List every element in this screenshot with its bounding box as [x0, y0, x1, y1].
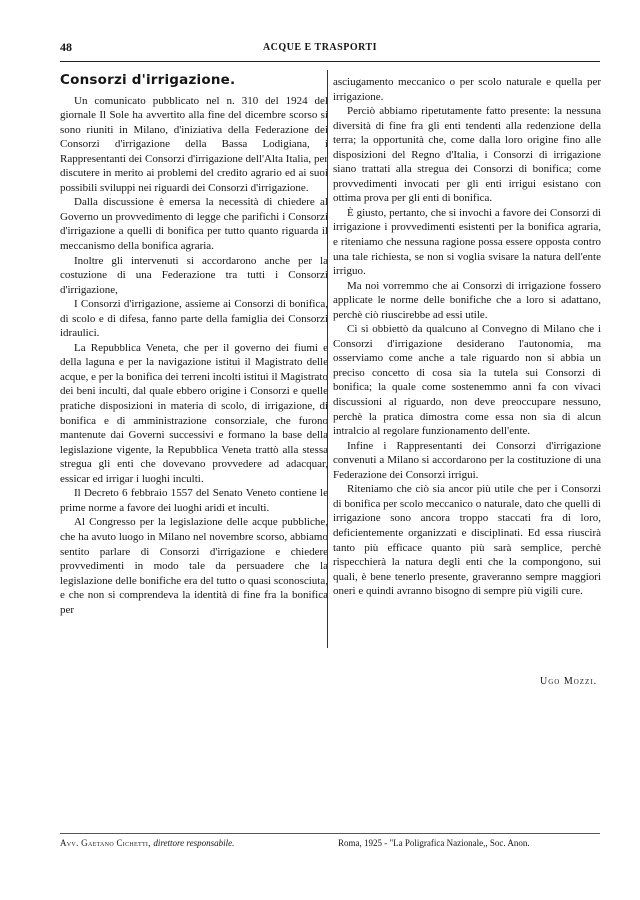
footer-editor — [60, 838, 234, 848]
footer-rule — [60, 833, 600, 834]
page-number: 48 — [60, 40, 72, 54]
footer-printer: Roma, 1925 - "La Poligrafica Nazionale,, Soc. Anon. — [338, 838, 530, 848]
paragraph: Infine i Rappresentanti dei Consorzi d'irrigazione convenuti a Milano si accordarono per la costituzione di una Federazione dei Consorzi irrigui. — [333, 439, 601, 481]
paragraph: La Repubblica Veneta, che per il governo dei fiumi e della laguna e per la navigazione istituì il Magistrato delle acque, e per la bonifica dei terreni incolti istituì il Magistrato dei beni inculti, dal quale ebbero origine i Consorzi e quelle pratiche disposizioni in materia di scolo, di irrigazione, di bonifica e di amministrazione consorziale, che furono mantenute dai Governi successivi e formano la base della legislazione vigente, la Repubblica Veneta trattò alla stessa stregua gli enti che dovevano provvedere ad adacquar, essicar ed irrigar i luoghi inculti. — [60, 341, 328, 485]
article-title: Consorzi d'irrigazione. — [60, 72, 236, 88]
paragraph: È giusto, pertanto, che si invochi a favore dei Consorzi di irrigazione i provvedimenti esistenti per la bonifica agraria, e riteniamo che nessuna ragione possa essere opposta contro una tale richiesta, se non si voglia svisare la natura dell'ente irriguo. — [333, 206, 601, 278]
paragraph: Ci si obbiettò da qualcuno al Convegno di Milano che i Consorzi d'irrigazione desiderano l'autonomia, ma osserviamo come anche a tale riguardo non si abbia un preciso concetto di cosa sia la tutela sui Consorzi di bonifica; la quale come sostenemmo anni fa con vivaci discussioni al riguardo, non deve preoccupare nessuno, perchè la pratica dimostra come essa non sia di alcun intralcio al regolare funzionamento dell'ente. — [333, 323, 601, 438]
left-column — [60, 73, 328, 617]
paragraph: Il Decreto 6 febbraio 1557 del Senato Veneto contiene le prime norme a favore dei luoghi aridi et inculti. — [60, 487, 328, 514]
editor-role: direttore responsabile. — [153, 838, 235, 848]
paragraph: Riteniamo che ciò sia ancor più utile che per i Consorzi di bonifica per scolo meccanico o naturale, dato che quelli di irrigazione sono ancora troppo staccati fra di loro, deficientemente organizzati e disciplinati. Ed essa riuscirà tanto più efficace quanto più sarà semplice, perchè rispecchierà la natura degli enti che la compongono, sui quali, è bene tenerlo presente, graveranno sempre maggiori oneri e quindi avranno bisogno di sempre più vigili cure. — [333, 483, 601, 598]
paragraph: Inoltre gli intervenuti si accordarono anche per la costuzione di una Federazione tra tutti i Consorzi d'irrigazione, — [60, 254, 328, 296]
running-head: ACQUE E TRASPORTI — [262, 42, 378, 53]
right-column — [333, 75, 601, 599]
paragraph: Dalla discussione è emersa la necessità di chiedere al Governo un provvedimento di legge che parifichi i Consorzi d'irrigazione a quelli di bonifica per tutto quanto riguarda il meccanismo della bonifica agraria. — [60, 196, 328, 253]
paragraph: asciugamento meccanico o per scolo naturale e quella per irrigazione. — [333, 76, 601, 103]
paragraph: Al Congresso per la legislazione delle acque pubbliche, che ha avuto luogo in Milano nel novembre scorso, abbiamo sentito parlare di Consorzi d'irrigazione e chiedere provvedimenti in modo tale da persuadere che la legislazione delle bonifiche era del tutto o quasi sconosciuta, e che non si comprendeva la identità di fine fra la bonifica per — [60, 516, 328, 616]
header-rule — [60, 61, 600, 62]
paragraph: Ma noi vorremmo che ai Consorzi di irrigazione fossero applicate le norme delle bonifiche che a loro si adattano, perchè ciò riuscirebbe ad essi utile. — [333, 279, 601, 321]
paragraph: Un comunicato pubblicato nel n. 310 del 1924 del giornale Il Sole ha avvertito alla fine del dicembre scorso si sono riuniti in Milano, d'iniziativa della Federazione dei Consorzi d'irrigazione della Bassa Lodigiana, i Rappresentanti dei Consorzi d'irrigazione dell'Alta Italia, per discutere in merito ai problemi del credito agrario ed ai suoi possibili sviluppi nei riguardi dei Consorzi d'irrigazione. — [60, 94, 328, 194]
author-signature: Ugo Mozzi. — [540, 676, 598, 687]
paragraph: I Consorzi d'irrigazione, assieme ai Consorzi di bonifica, di scolo e di difesa, fanno parte della famiglia dei Consorzi idraulici. — [60, 298, 328, 340]
editor-name: Avv. Gaetano Cichetti, — [60, 838, 151, 848]
paragraph: Perciò abbiamo ripetutamente fatto presente: la nessuna diversità di fine fra gli enti tendenti alla redenzione della terra; la opportunità che, come dalla loro origine fino alle disposizioni del Regno d'Italia, i Consorzi di irrigazione siano trattati alla stregua dei Consorzi di bonifica; come provvedimenti invocati per gli enti irrigui esistano con ottima prova per gli enti di bonifica. — [333, 105, 601, 205]
column-divider — [327, 70, 328, 648]
